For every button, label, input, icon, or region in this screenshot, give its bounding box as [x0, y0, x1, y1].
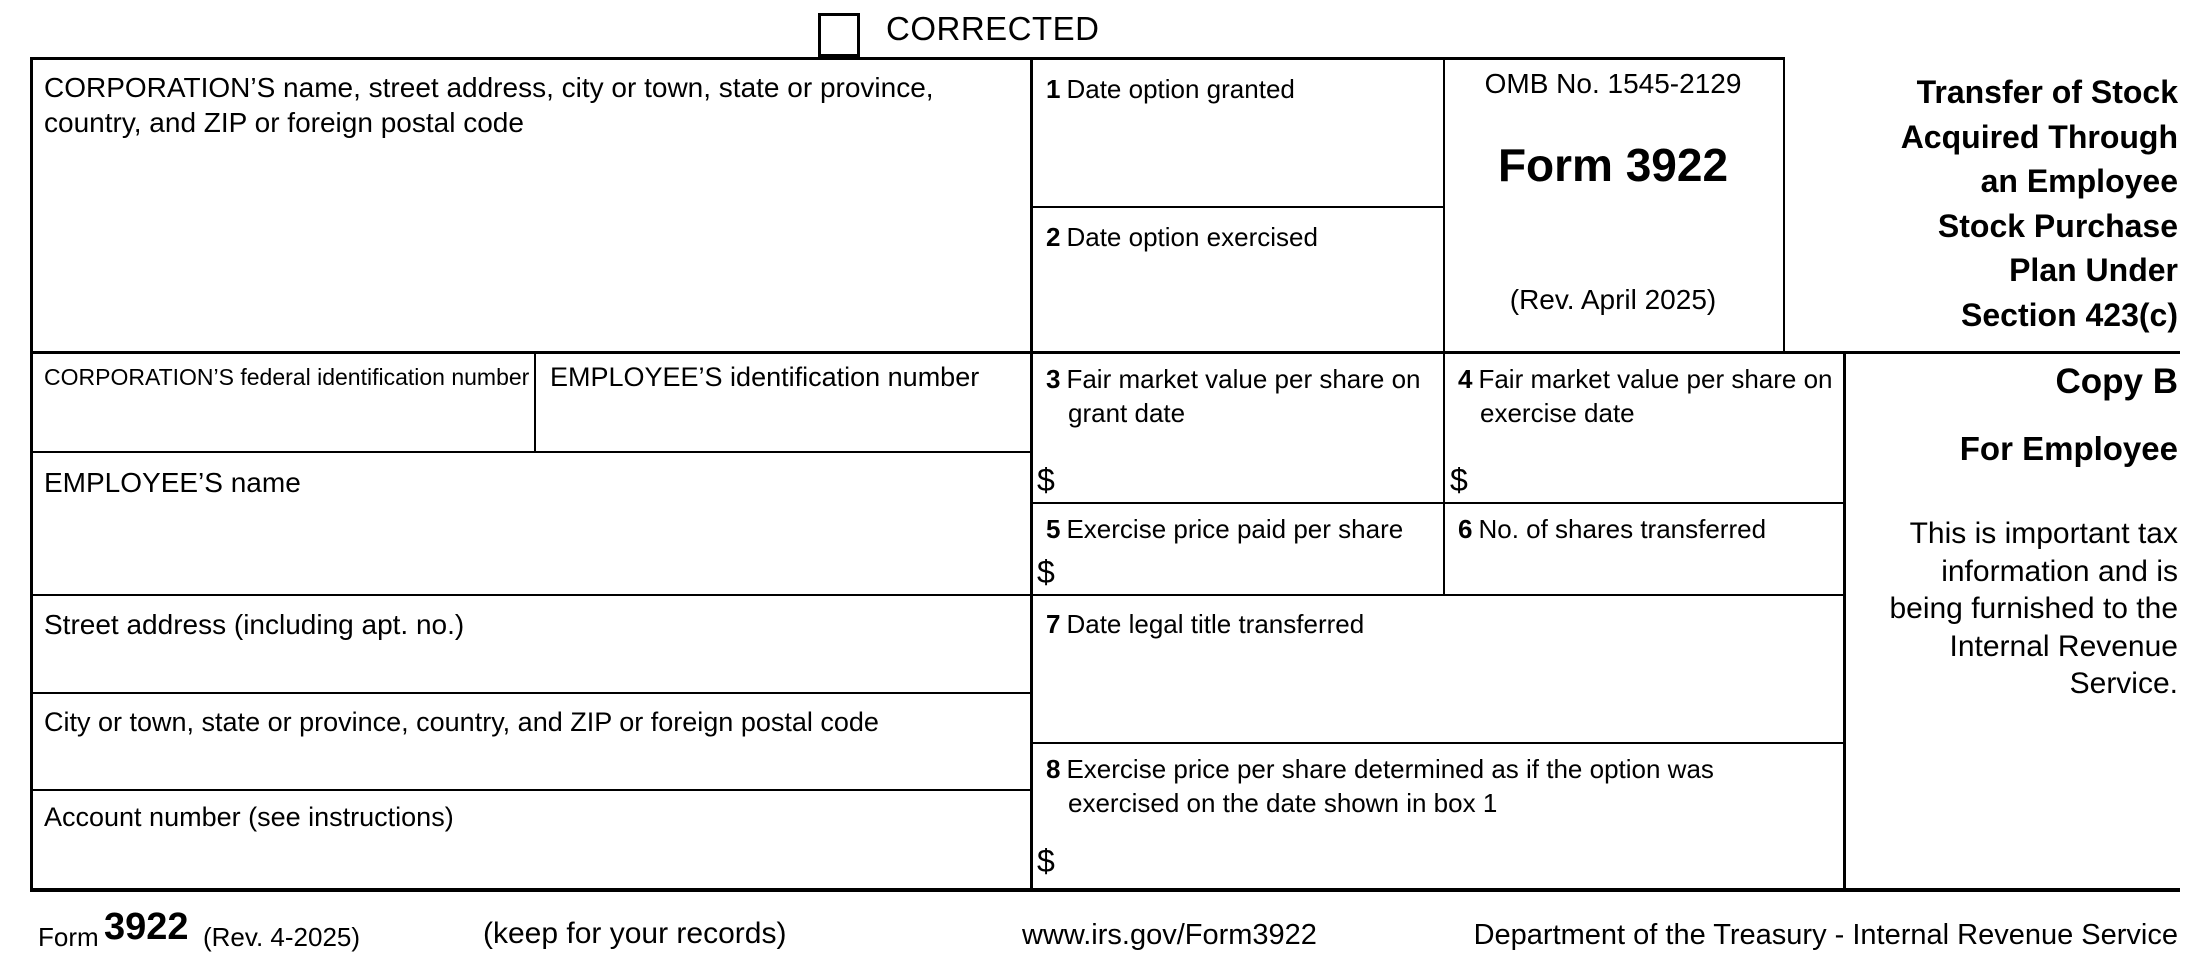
box4-label: 4 Fair market value per share on exercise date: [1458, 364, 1833, 428]
border-bottom: [30, 888, 2180, 892]
box1-label: 1 Date option granted: [1046, 74, 1295, 104]
box4-dollar-sign: $: [1450, 462, 1468, 498]
street-address-label: Street address (including apt. no.): [44, 609, 465, 640]
divider-omb-right: [1783, 57, 1785, 353]
box6-label: 6 No. of shares transferred: [1458, 514, 1767, 544]
corrected-label: CORRECTED: [886, 10, 1100, 47]
divider-idrow-bottom: [30, 451, 1032, 453]
divider-copy-panel-left: [1843, 351, 1846, 890]
corrected-checkbox[interactable]: [818, 13, 860, 57]
employee-name-label: EMPLOYEE’S name: [44, 467, 301, 498]
box3-label: 3 Fair market value per share on grant date: [1046, 364, 1421, 428]
divider-main-columns: [1030, 57, 1033, 890]
city-label: City or town, state or province, country, and ZIP or foreign postal code: [44, 707, 879, 737]
box5-dollar-sign: $: [1037, 554, 1055, 590]
footer-keep-note: (keep for your records): [483, 917, 787, 950]
footer-irs-url: www.irs.gov/Form3922: [1022, 919, 1317, 951]
footer-agency: Department of the Treasury - Internal Revenue Service: [1473, 919, 2178, 951]
form-number-title: Form 3922: [1497, 139, 1729, 191]
for-employee-label: For Employee: [1959, 430, 2178, 467]
copy-b-label: Copy B: [2055, 362, 2178, 401]
tax-notice-text: This is important tax information and is being furnished to the Internal Revenue Service.: [1889, 517, 2178, 700]
box2-label: 2 Date option exercised: [1046, 222, 1318, 252]
divider-box56-bottom: [30, 594, 1845, 596]
footer-form-number: 3922: [104, 906, 189, 948]
divider-box34-bottom: [1030, 502, 1845, 504]
box3-dollar-sign: $: [1037, 462, 1055, 498]
corp-federal-id-label: CORPORATION’S federal identification number: [44, 364, 530, 390]
box8-dollar-sign: $: [1037, 843, 1055, 879]
form-title: Transfer of Stock Acquired Through an Employee Stock Purchase Plan Under Section 423(c): [1900, 74, 2178, 333]
omb-number: OMB No. 1545-2129: [1484, 68, 1742, 99]
employee-id-label: EMPLOYEE’S identification number: [550, 362, 980, 392]
divider-id-columns: [534, 351, 536, 453]
divider-city-bottom: [30, 789, 1032, 791]
footer-revision: (Rev. 4-2025): [203, 922, 361, 952]
account-number-label: Account number (see instructions): [44, 802, 454, 832]
footer-form-word: Form: [38, 922, 99, 952]
divider-street-bottom: [30, 692, 1032, 694]
box7-label: 7 Date legal title transferred: [1046, 609, 1365, 639]
divider-box7-bottom: [1030, 742, 1845, 744]
box8-label: 8 Exercise price per share determined as if the option was exercised on the date shown in box 1: [1046, 754, 1714, 818]
border-top: [30, 57, 1785, 60]
box5-label: 5 Exercise price paid per share: [1046, 514, 1404, 544]
divider-box1-box2: [1030, 206, 1445, 208]
revision-label: (Rev. April 2025): [1509, 284, 1717, 315]
corporation-info-label: CORPORATION’S name, street address, city or town, state or province, country, and ZIP or foreign postal code: [44, 72, 934, 138]
border-left: [30, 57, 33, 892]
divider-row2: [30, 351, 2180, 354]
